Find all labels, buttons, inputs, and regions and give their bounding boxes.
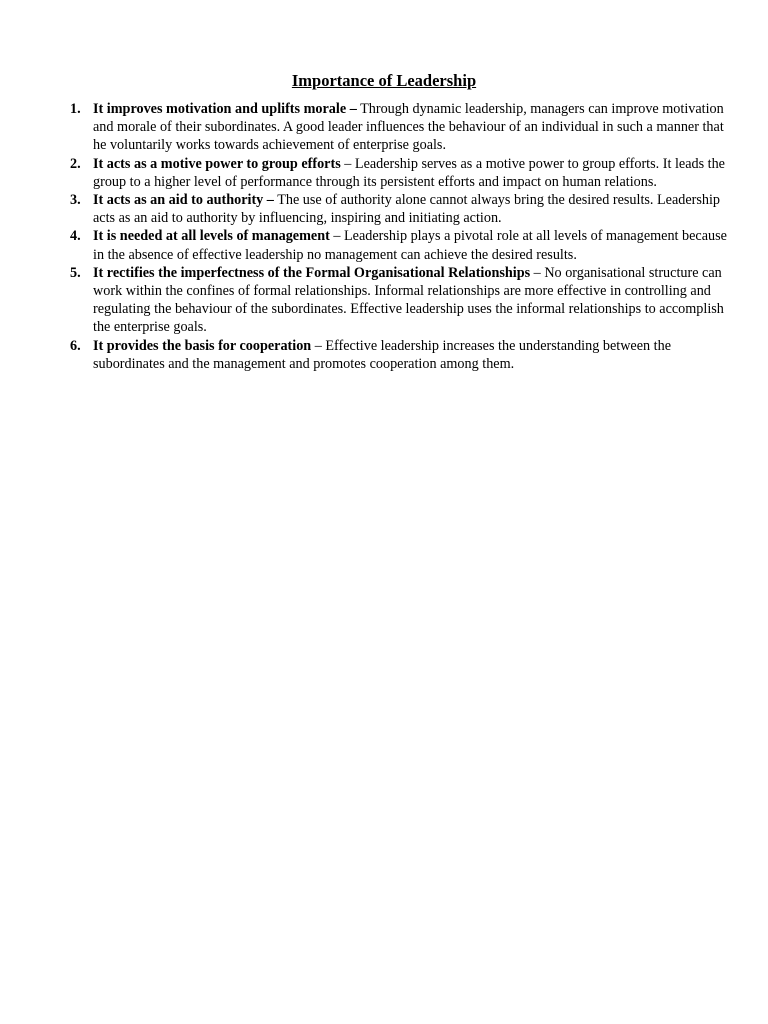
item-number: 4. (70, 228, 81, 245)
item-heading: It provides the basis for cooperation (93, 337, 312, 354)
item-number: 2. (70, 155, 81, 172)
item-number: 3. (70, 192, 81, 209)
item-number: 1. (70, 101, 81, 117)
item-text: – No organisational structure can work within the confines of formal relationships. Informal relationships are more effective in controlling and regulating the behaviour of the subordinates. Effective leadership uses the informal relationships to accomplish the enterprise goals. (93, 264, 724, 336)
item-heading: It acts as a motive power to group efforts (93, 155, 341, 172)
list-item (70, 264, 733, 337)
list-item (70, 227, 733, 263)
list-item (70, 337, 733, 373)
document-title: Importance of Leadership (291, 71, 477, 90)
item-number: 6. (70, 337, 81, 354)
importance-list (70, 100, 733, 373)
item-text: Through dynamic leadership, managers can improve motivation and morale of their subordinates. A good leader influences the behaviour of an individual in such a manner that he voluntarily works towards achievement of enterprise goals. (93, 101, 724, 154)
item-heading: It acts as an aid to authority – (93, 192, 274, 209)
list-item (70, 155, 733, 191)
list-item (70, 100, 733, 155)
item-heading: It rectifies the imperfectness of the Formal Organisational Relationships (93, 264, 531, 281)
item-text: The use of authority alone cannot always bring the desired results. Leadership acts as an aid to authority by influencing, inspiring and initiating action. (93, 192, 721, 227)
item-heading: It improves motivation and uplifts morale – (93, 101, 357, 117)
item-heading: It is needed at all levels of management (93, 228, 330, 245)
list-item (70, 191, 733, 227)
item-text: – Leadership serves as a motive power to group efforts. It leads the group to a higher level of performance through its persistent efforts and impact on human relations. (93, 155, 725, 190)
item-text: – Leadership plays a pivotal role at all levels of management because in the absence of effective leadership no management can achieve the desired results. (93, 228, 727, 263)
item-text: – Effective leadership increases the understanding between the subordinates and the management and promotes cooperation among them. (93, 337, 672, 372)
item-number: 5. (70, 264, 81, 281)
